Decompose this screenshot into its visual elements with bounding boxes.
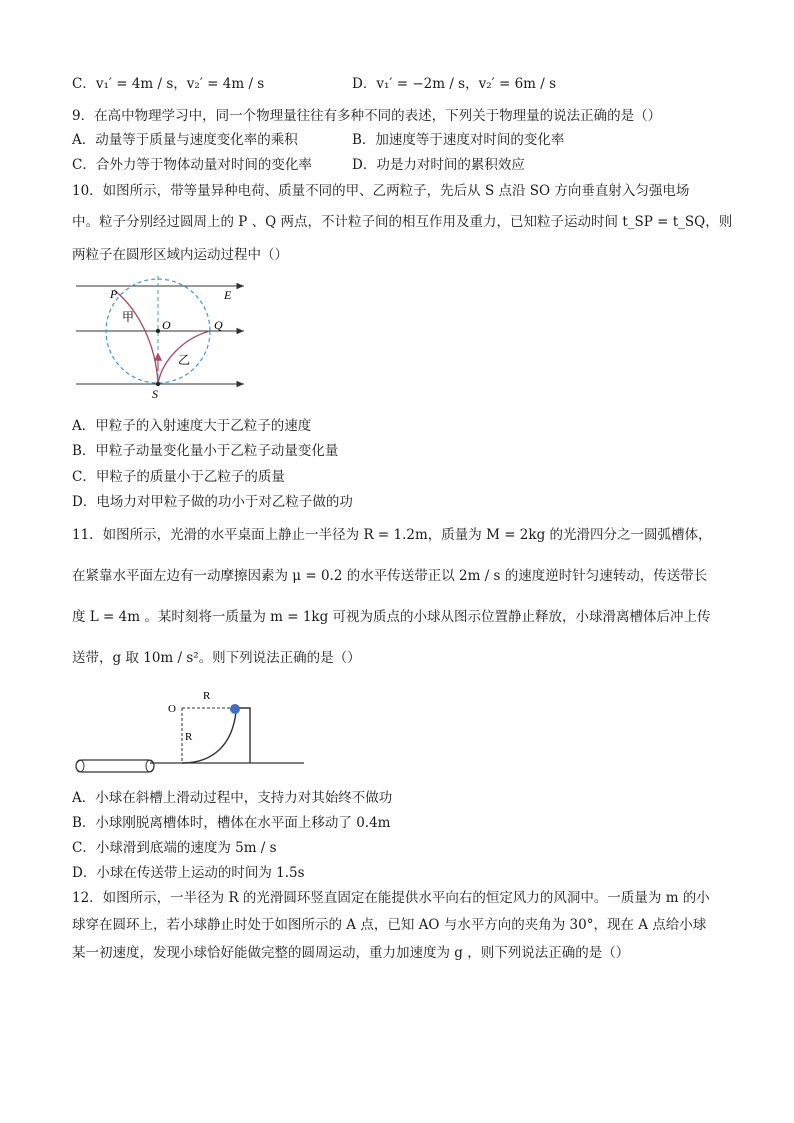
label-yi: 乙 [178, 353, 191, 367]
q10-option-c: C．甲粒子的质量小于乙粒子的质量 [72, 469, 285, 485]
label-r-top: R [203, 690, 211, 702]
trajectory-jia [114, 290, 158, 384]
label-o: O [168, 703, 176, 715]
q12-stem-line2: 球穿在圆环上，若小球静止时处于如图所示的 A 点，已知 AO 与水平方向的夹角为 30°，现在 A 点给小球 [72, 917, 707, 933]
label-jia: 甲 [122, 310, 135, 324]
label-e: E [224, 288, 232, 302]
q11-stem-line2: 在紧靠水平面左边有一动摩擦因素为 μ = 0.2 的水平传送带正以 2m / s 的速度逆时针匀速转动，传送带长 [72, 568, 708, 584]
point-o [156, 329, 160, 333]
q10-stem-line1: 10．如图所示，带等量异种电荷、质量不同的甲、乙两粒子，先后从 S 点沿 SO 方向垂直射入匀强电场 [72, 183, 690, 199]
label-s: S [152, 387, 158, 401]
q11-option-d: D．小球在传送带上运动的时间为 1.5s [72, 865, 305, 881]
q11-stem-line3: 度 L = 4m 。某时刻将一质量为 m = 1kg 可视为质点的小球从图示位置静止释放，小球滑离槽体后冲上传 [72, 609, 711, 625]
q8-option-d: D．v₁′ = −2m / s，v₂′ = 6m / s [352, 76, 557, 92]
label-p: P [110, 287, 118, 301]
q10-field-diagram [72, 274, 252, 402]
point-s [156, 382, 160, 386]
q10-option-b: B．甲粒子动量变化量小于乙粒子动量变化量 [72, 443, 339, 459]
label-q: Q [214, 318, 223, 332]
q11-option-c: C．小球滑到底端的速度为 5m / s [72, 840, 277, 856]
q11-option-b: B．小球刚脱离槽体时，槽体在水平面上移动了 0.4m [72, 815, 391, 831]
label-r-left: R [185, 731, 193, 743]
q10-stem-line2: 中。粒子分别经过圆周上的 P 、Q 两点，不计粒子间的相互作用及重力，已知粒子运动时间 t_SP = t_SQ，则 [72, 214, 733, 230]
q9-stem: 9．在高中物理学习中，同一个物理量往往有多种不同的表述，下列关于物理量的说法正确的是（） [72, 108, 662, 124]
q10-option-a: A．甲粒子的入射速度大于乙粒子的速度 [72, 418, 312, 434]
q9-option-c: C．合外力等于物体动量对时间的变化率 [72, 157, 312, 173]
q11-stem-line4: 送带，g 取 10m / s²。则下列说法正确的是（） [72, 650, 361, 666]
q11-slot-conveyor-diagram [70, 688, 310, 780]
label-o: O [162, 318, 171, 332]
q12-stem-line1: 12．如图所示，一半径为 R 的光滑圆环竖直固定在能提供水平向右的恒定风力的风洞中。一质量为 m 的小 [72, 890, 710, 906]
q8-option-c: C．v₁′ = 4m / s，v₂′ = 4m / s [72, 76, 265, 92]
q9-option-a: A．动量等于质量与速度变化率的乘积 [72, 132, 298, 148]
conveyor-belt [76, 760, 154, 772]
conveyor-left-roller [76, 760, 84, 772]
q9-option-b: B．加速度等于速度对时间的变化率 [352, 132, 565, 148]
q9-option-d: D．功是力对时间的累积效应 [352, 157, 525, 173]
q12-stem-line3: 某一初速度，发现小球恰好能做完整的圆周运动，重力加速度为 g ，则下列说法正确的是（） [72, 945, 630, 961]
ball [230, 704, 240, 714]
q11-option-a: A．小球在斜槽上滑动过程中，支持力对其始终不做功 [72, 790, 393, 806]
q10-option-d: D．电场力对甲粒子做的功小于对乙粒子做的功 [72, 494, 353, 510]
conveyor-right-roller [146, 760, 154, 772]
q11-stem-line1: 11．如图所示，光滑的水平桌面上静止一半径为 R = 1.2m，质量为 M = 2kg 的光滑四分之一圆弧槽体， [72, 527, 712, 543]
q10-stem-line3: 两粒子在圆形区域内运动过程中（） [72, 247, 288, 263]
